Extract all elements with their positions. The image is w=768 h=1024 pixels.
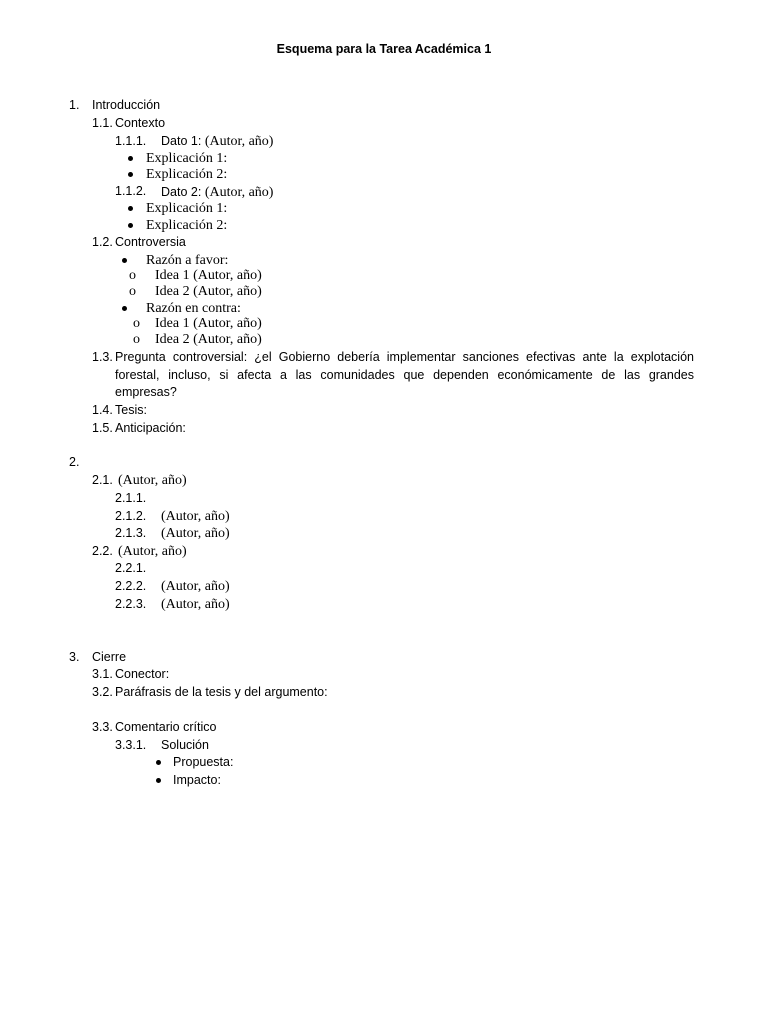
item-2-2-2-cite: (Autor, año) (161, 579, 230, 594)
circle-bullet: o (133, 316, 140, 331)
pregunta-controversial: Pregunta controversial: ¿el Gobierno debería implementar sanciones efectivas ante la explotación forestal, incluso, si afecta a las comunidades que dependen económicamente de las grandes empresas? (115, 350, 694, 399)
circle-bullet: o (133, 332, 140, 347)
razon-en-contra: Razón en contra: (146, 301, 241, 316)
item-1-1-2-label: Dato 2: (161, 185, 202, 199)
document-title: Esquema para la Tarea Académica 1 (276, 42, 492, 56)
solucion-label: Solución (161, 738, 209, 752)
item-3-3-1-number: 3.3.1. (115, 738, 147, 752)
item-1-2-number: 1.2. (92, 235, 113, 249)
bullet (128, 150, 133, 167)
item-3-2-number: 3.2. (92, 685, 113, 699)
item-2-1-2-number: 2.1.2. (115, 509, 147, 523)
item-3-1-number: 3.1. (92, 667, 113, 681)
contra-idea-2: Idea 2 (Autor, año) (155, 332, 262, 347)
favor-idea-1: Idea 1 (Autor, año) (155, 268, 262, 283)
item-1-1-1-cite: (Autor, año) (201, 134, 274, 149)
bullet (128, 200, 133, 217)
bullet (122, 252, 127, 269)
explicacion-1: Explicación 1: (146, 151, 228, 166)
item-1-1-number: 1.1. (92, 116, 113, 130)
impacto-label: Impacto: (173, 773, 221, 787)
bullet (156, 772, 161, 789)
bullet (122, 300, 127, 317)
razon-a-favor: Razón a favor: (146, 253, 229, 268)
bullet (128, 217, 133, 234)
anticipacion-label: Anticipación: (115, 421, 186, 435)
section-3-heading: Cierre (92, 650, 127, 664)
item-1-2-label: Controversia (115, 235, 186, 249)
section-3-number: 3. (69, 650, 80, 664)
tesis-label: Tesis: (115, 403, 147, 417)
item-1-1-2-number: 1.1.2. (115, 184, 147, 198)
comentario-critico-label: Comentario crítico (115, 720, 217, 734)
bullet (156, 754, 161, 771)
item-1-1-1-label: Dato 1: (161, 134, 202, 148)
section-2-number: 2. (69, 455, 80, 469)
explicacion-2: Explicación 2: (146, 218, 228, 233)
item-1-1-1-text (161, 132, 273, 150)
section-1-number: 1. (69, 98, 80, 112)
item-1-1-1-number: 1.1.1. (115, 134, 147, 148)
item-1-1-2-text (161, 183, 273, 201)
conector-label: Conector: (115, 667, 170, 681)
item-2-1-2-cite: (Autor, año) (161, 509, 230, 524)
item-3-3-number: 3.3. (92, 720, 113, 734)
item-2-1-number: 2.1. (92, 473, 113, 487)
item-1-5-number: 1.5. (92, 421, 113, 435)
item-2-1-cite: (Autor, año) (118, 473, 187, 488)
explicacion-2: Explicación 2: (146, 167, 228, 182)
item-2-1-3-number: 2.1.3. (115, 526, 147, 540)
propuesta-label: Propuesta: (173, 755, 234, 769)
item-1-1-label: Contexto (115, 116, 166, 130)
item-2-2-cite: (Autor, año) (118, 544, 187, 559)
parafrasis-label: Paráfrasis de la tesis y del argumento: (115, 685, 328, 699)
section-1-heading: Introducción (92, 98, 161, 112)
item-2-1-3-cite: (Autor, año) (161, 526, 230, 541)
item-2-2-number: 2.2. (92, 544, 113, 558)
circle-bullet: o (129, 284, 136, 299)
circle-bullet: o (129, 268, 136, 283)
explicacion-1: Explicación 1: (146, 201, 228, 216)
item-2-2-1-number: 2.2.1. (115, 561, 147, 575)
item-1-3-number: 1.3. (92, 350, 113, 364)
item-2-1-1-number: 2.1.1. (115, 491, 147, 505)
item-2-2-3-number: 2.2.3. (115, 597, 147, 611)
bullet (128, 166, 133, 183)
contra-idea-1: Idea 1 (Autor, año) (155, 316, 262, 331)
favor-idea-2: Idea 2 (Autor, año) (155, 284, 262, 299)
item-2-2-3-cite: (Autor, año) (161, 597, 230, 612)
item-1-4-number: 1.4. (92, 403, 113, 417)
item-1-1-2-cite: (Autor, año) (201, 185, 274, 200)
item-2-2-2-number: 2.2.2. (115, 579, 147, 593)
